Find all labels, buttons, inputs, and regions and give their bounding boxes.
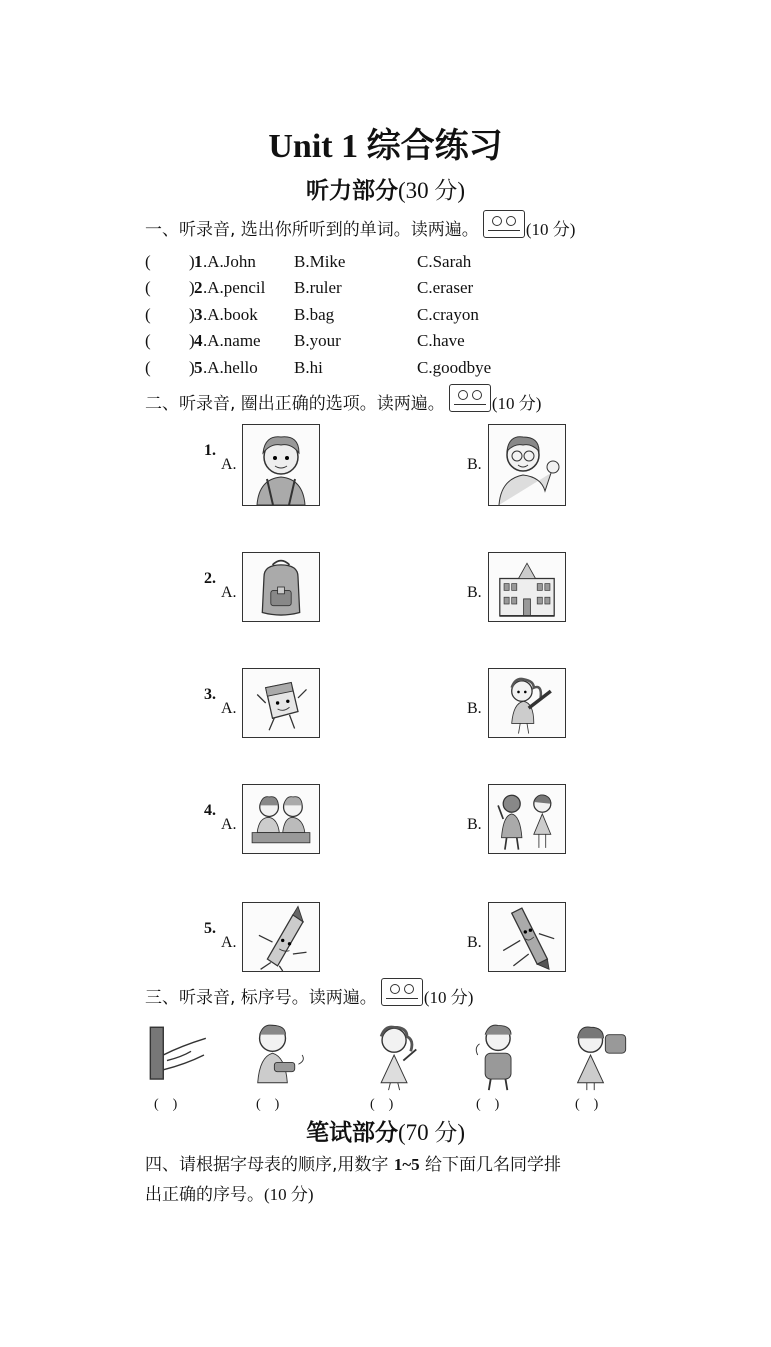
girl-with-crayon-icon: [488, 668, 566, 738]
question-number: 5: [194, 358, 203, 377]
answer-blank: ( ): [476, 1097, 500, 1112]
option-b-label: B.: [467, 934, 482, 951]
section3-instruction-text: 三、听录音, 标序号。读两遍。: [145, 988, 377, 1008]
section4-line1-post: 给下面几名同学排: [419, 1155, 562, 1175]
question-row: [145, 305, 605, 327]
option-a-label: A.: [221, 456, 237, 473]
option-b-label: B.: [467, 700, 482, 717]
option-b-label: B.: [467, 816, 482, 833]
boy-and-girl-greeting-icon: [488, 784, 566, 854]
answer-paren-close: ): [189, 305, 195, 324]
section1-points: (10 分): [525, 220, 576, 239]
option-c: C.goodbye: [417, 358, 492, 377]
option-a: .A.pencil: [203, 278, 266, 297]
item-number: 2.: [204, 570, 216, 587]
section4-line2-text: 出正确的序号。: [145, 1185, 264, 1205]
question-number: 1: [194, 252, 203, 271]
section4-line2: [145, 1180, 625, 1210]
answer-paren-open: (: [145, 331, 151, 350]
answer-paren-close: ): [189, 358, 195, 377]
option-c: C.Sarah: [417, 252, 472, 271]
option-b: B.Mike: [294, 252, 346, 271]
answer-paren-open: (: [145, 305, 151, 324]
item-number: 5.: [204, 920, 216, 937]
item-number: 4.: [204, 802, 216, 819]
schoolbag-icon: [242, 552, 320, 622]
section2-instruction: [145, 384, 541, 414]
page-title: Unit 1 综合练习: [268, 128, 503, 165]
cassette-tape-icon: [449, 384, 491, 412]
option-b-label: B.: [467, 584, 482, 601]
option-a: .A.John: [203, 252, 256, 271]
boy-with-schoolbag-icon: [462, 1018, 536, 1092]
question-number: 2: [194, 278, 203, 297]
answer-paren-close: ): [189, 278, 195, 297]
written-points: (70 分): [397, 1120, 466, 1145]
option-a-label: A.: [221, 700, 237, 717]
option-b: B.bag: [294, 305, 335, 324]
hand-with-book-icon: [142, 1018, 216, 1092]
option-a-label: A.: [221, 584, 237, 601]
question-number: 3: [194, 305, 203, 324]
option-b: B.hi: [294, 358, 323, 377]
answer-paren-close: ): [189, 252, 195, 271]
boy-with-pencil-box-icon: [242, 1018, 316, 1092]
section2-instruction-text: 二、听录音, 圈出正确的选项。读两遍。: [145, 394, 445, 414]
answer-paren-open: (: [145, 252, 151, 271]
option-b: B.your: [294, 331, 341, 350]
section3-points: (10 分): [423, 988, 474, 1007]
section4-line1-pre: 四、请根据字母表的顺序,用数字: [145, 1155, 394, 1175]
answer-blank: ( ): [575, 1097, 599, 1112]
cassette-tape-icon: [381, 978, 423, 1006]
option-a: .A.hello: [203, 358, 258, 377]
question-number: 4: [194, 331, 203, 350]
written-heading-text: 笔试部分: [305, 1120, 398, 1146]
eraser-character-icon: [242, 668, 320, 738]
answer-paren-close: ): [189, 331, 195, 350]
listening-heading-text: 听力部分: [305, 178, 398, 204]
crayon-character-icon: [488, 902, 566, 972]
question-row: [145, 278, 605, 300]
option-b: B.ruler: [294, 278, 342, 297]
boy-with-bag-icon: [242, 424, 320, 506]
pencil-character-icon: [242, 902, 320, 972]
option-c: C.eraser: [417, 278, 474, 297]
option-a-label: A.: [221, 934, 237, 951]
section4-instruction: [145, 1150, 625, 1210]
cassette-tape-icon: [483, 210, 525, 238]
school-building-icon: [488, 552, 566, 622]
girl-with-bag-icon: [560, 1018, 634, 1092]
written-heading: [0, 1114, 771, 1147]
section1-instruction: [145, 210, 575, 240]
option-c: C.have: [417, 331, 465, 350]
item-number: 1.: [204, 442, 216, 459]
answer-paren-open: (: [145, 278, 151, 297]
section4-line1-range: 1~5: [393, 1155, 420, 1174]
answer-blank: ( ): [256, 1097, 280, 1112]
girl-waving-icon: [358, 1018, 432, 1092]
section4-points: (10 分): [264, 1185, 314, 1204]
section2-points: (10 分): [491, 394, 542, 413]
question-row: [145, 358, 605, 380]
section1-instruction-text: 一、听录音, 选出你所听到的单词。读两遍。: [145, 220, 479, 240]
option-b-label: B.: [467, 456, 482, 473]
answer-blank: ( ): [370, 1097, 394, 1112]
item-number: 3.: [204, 686, 216, 703]
option-c: C.crayon: [417, 305, 479, 324]
two-kids-at-desk-icon: [242, 784, 320, 854]
section4-line1: [145, 1150, 625, 1180]
listening-heading: [0, 172, 771, 205]
option-a-label: A.: [221, 816, 237, 833]
answer-blank: ( ): [154, 1097, 178, 1112]
section3-instruction: [145, 978, 473, 1008]
question-row: [145, 331, 605, 353]
answer-paren-open: (: [145, 358, 151, 377]
option-a: .A.book: [203, 305, 258, 324]
option-a: .A.name: [203, 331, 261, 350]
listening-points: (30 分): [397, 178, 466, 203]
question-row: [145, 252, 605, 274]
boy-with-glasses-waving-icon: [488, 424, 566, 506]
